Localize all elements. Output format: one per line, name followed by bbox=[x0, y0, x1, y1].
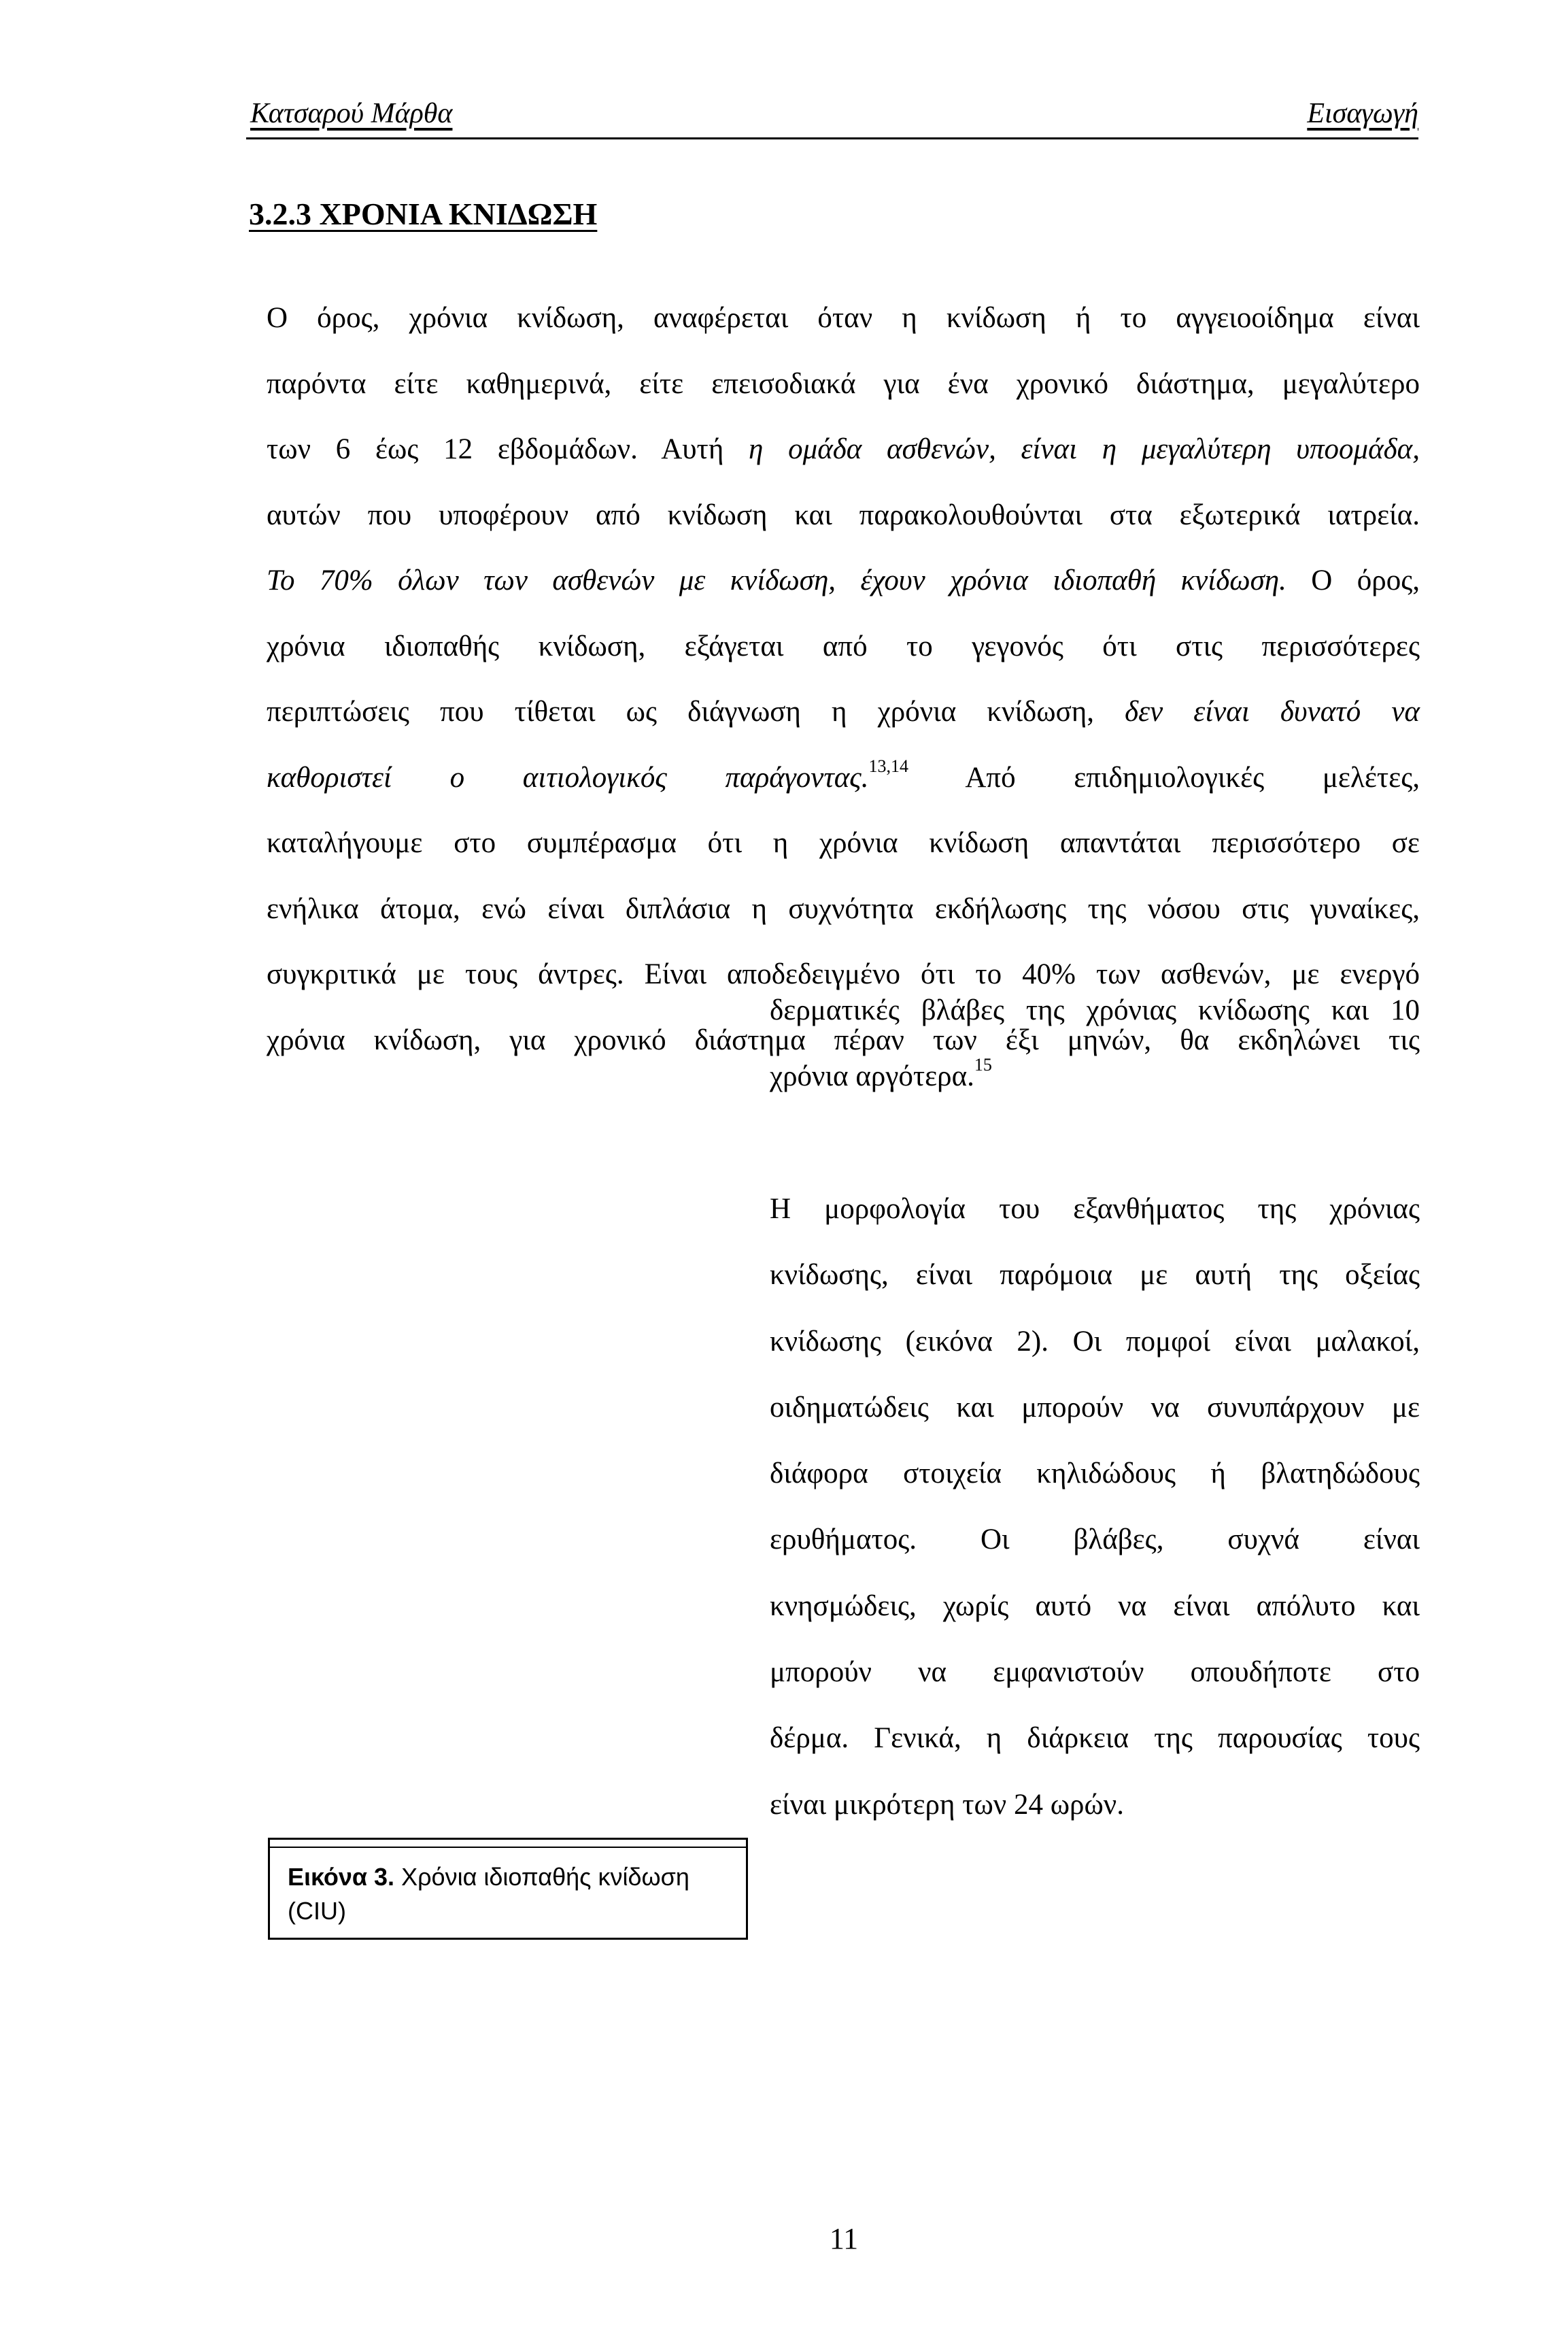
text-line: μπορούν να εμφανιστούν οπουδήποτε στο bbox=[770, 1656, 1420, 1689]
text-span: χρόνια ιδιοπαθής κνίδωση, εξάγεται από το γεγονός ότι στις περισσότερες bbox=[267, 630, 1420, 662]
text-span: συγκριτικά με τους άντρες. Είναι αποδεδειγμένο ότι το 40% των ασθενών, με ενεργό bbox=[267, 958, 1420, 990]
text-line bbox=[267, 811, 1420, 877]
header-chapter: Εισαγωγή bbox=[1307, 98, 1418, 129]
text-span: ενήλικα άτομα, ενώ είναι διπλάσια η συχνότητα εκδήλωσης της νόσου στις γυναίκες, bbox=[267, 892, 1420, 925]
italic-span: η ομάδα ασθενών, είναι η μεγαλύτερη υποομάδα, bbox=[749, 433, 1420, 465]
text-line bbox=[267, 286, 1420, 352]
text-line bbox=[267, 483, 1420, 549]
text-line bbox=[267, 548, 1420, 614]
figure-label: Εικόνα 3. bbox=[288, 1863, 395, 1891]
text-line: είναι μικρότερη των 24 ωρών. bbox=[770, 1788, 1124, 1821]
figure-caption-text2: (CIU) bbox=[288, 1897, 346, 1925]
text-span: αυτών που υποφέρουν από κνίδωση και παρακολουθούνται στα εξωτερικά ιατρεία. bbox=[267, 499, 1420, 531]
page-number: 11 bbox=[829, 2222, 859, 2255]
text-line: οιδηματώδεις και μπορούν να συνυπάρχουν με bbox=[770, 1391, 1420, 1424]
text-line: κνίδωσης, είναι παρόμοια με αυτή της οξείας bbox=[770, 1259, 1420, 1292]
figure-caption-text: Χρόνια ιδιοπαθής κνίδωση bbox=[394, 1863, 689, 1891]
running-header bbox=[246, 90, 1418, 139]
text-line bbox=[267, 352, 1420, 418]
italic-span: Το 70% όλων των ασθενών με κνίδωση, έχουν χρόνια ιδιοπαθή κνίδωση. bbox=[267, 565, 1286, 596]
text-line: κνησμώδεις, χωρίς αυτό να είναι απόλυτο και bbox=[770, 1589, 1420, 1622]
paragraph-chronic-urticaria bbox=[267, 286, 1420, 1073]
text-span: δερματικές βλάβες της χρόνιας κνίδωσης και 10 bbox=[770, 994, 1420, 1026]
text-span: περιπτώσεις που τίθεται ως διάγνωση η χρόνια κνίδωση, bbox=[267, 696, 1125, 728]
text-span: χρόνια αργότερα. bbox=[770, 1060, 974, 1092]
text-span: χρόνια κνίδωση, για χρονικό διάστημα πέραν των έξι μηνών, θα εκδηλώνει τις bbox=[267, 1024, 1420, 1056]
text-line: ερυθήματος. Οι βλάβες, συχνά είναι bbox=[770, 1523, 1420, 1556]
italic-span: δεν είναι δυνατό να bbox=[1125, 696, 1420, 728]
text-line: διάφορα στοιχεία κηλιδώδους ή βλατηδώδους bbox=[770, 1458, 1420, 1490]
figure-caption-box bbox=[268, 1838, 748, 1940]
text-line bbox=[267, 679, 1420, 745]
citation-superscript: 15 bbox=[974, 1054, 992, 1075]
text-span: Από επιδημιολογικές μελέτες, bbox=[908, 761, 1420, 794]
text-line: δέρμα. Γενικά, η διάρκεια της παρουσίας τους bbox=[770, 1722, 1420, 1755]
text-line bbox=[267, 417, 1420, 483]
italic-span: καθοριστεί ο αιτιολογικός παράγοντας. bbox=[267, 761, 869, 794]
text-span: Ο όρος, χρόνια κνίδωση, αναφέρεται όταν η κνίδωση ή το αγγειοοίδημα είναι bbox=[267, 302, 1420, 334]
header-author: Κατσαρού Μάρθα bbox=[250, 98, 453, 129]
text-line: Η μορφολογία του εξανθήματος της χρόνιας bbox=[770, 1193, 1420, 1225]
text-line bbox=[267, 745, 1420, 811]
text-span: καταλήγουμε στο συμπέρασμα ότι η χρόνια κνίδωση απαντάται περισσότερο σε bbox=[267, 827, 1420, 859]
text-line: κνίδωσης (εικόνα 2). Οι πομφοί είναι μαλακοί, bbox=[770, 1325, 1420, 1358]
text-line bbox=[770, 978, 1420, 1044]
section-title: 3.2.3 ΧΡΟΝΙΑ ΚΝΙΔΩΣΗ bbox=[249, 197, 598, 231]
text-span: παρόντα είτε καθημερινά, είτε επεισοδιακά για ένα χρονικό διάστημα, μεγαλύτερο bbox=[267, 367, 1420, 400]
text-line bbox=[267, 877, 1420, 943]
figure-caption bbox=[288, 1860, 736, 1928]
text-span: των 6 έως 12 εβδομάδων. Αυτή bbox=[267, 433, 749, 465]
text-line bbox=[267, 614, 1420, 680]
text-line bbox=[770, 1044, 1420, 1110]
paragraph-continuation bbox=[770, 978, 1420, 1109]
paragraph-morphology bbox=[770, 1176, 1420, 1838]
text-span: Ο όρος, bbox=[1286, 565, 1420, 596]
citation-superscript: 13,14 bbox=[868, 756, 908, 776]
